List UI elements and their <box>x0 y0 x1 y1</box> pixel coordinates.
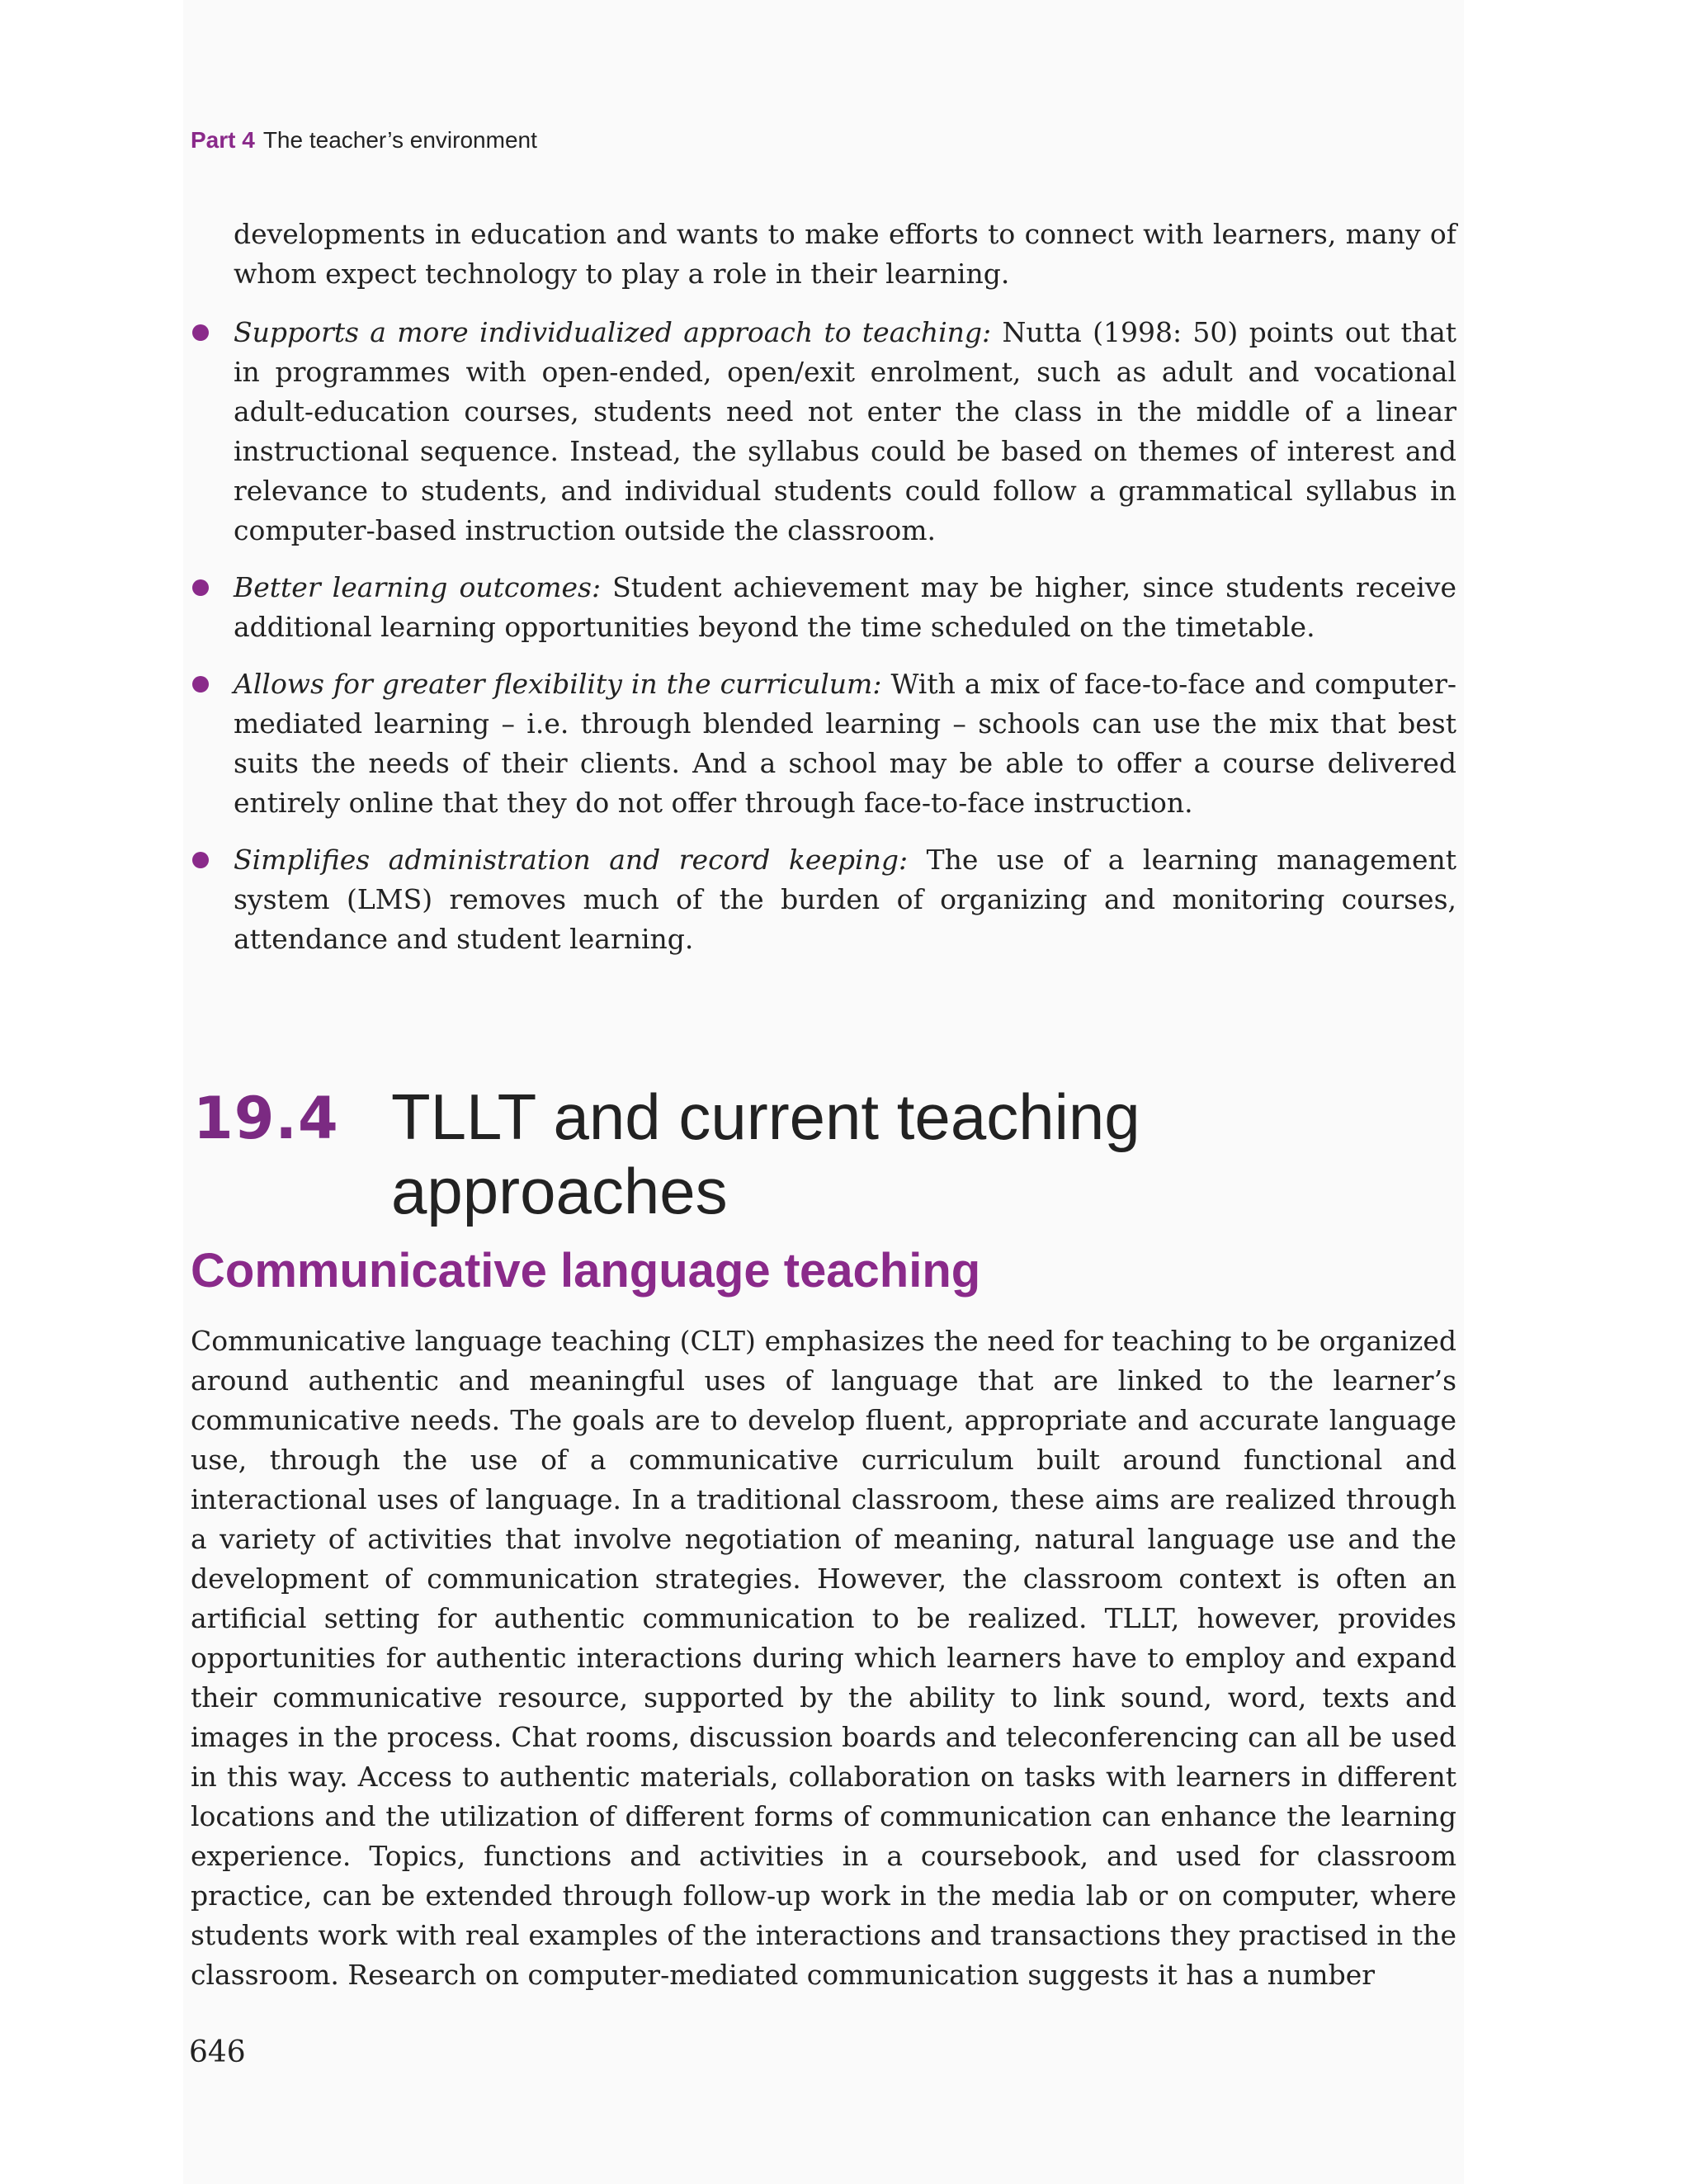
bullet-text: Nutta (1998: 50) points out that in programmes with open-ended, open/exit enrolment, such as adult and vocational adult-education courses, students need not enter the class in the middle of a linear instructional sequence. Instead, the syllabus could be based on themes of interest and relevance to students, and individual students could follow a grammatical syllabus in computer-based instruction outside the classroom. <box>234 316 1457 546</box>
section-title: TLLT and current teaching approaches <box>391 1080 1140 1227</box>
section-number: 19.4 <box>193 1085 339 1152</box>
bullet-icon <box>192 324 209 341</box>
list-item <box>191 568 1456 647</box>
running-head-part: Part 4 <box>191 127 255 153</box>
bullet-lead: Simplifies administration and record keeping: <box>234 844 909 876</box>
bullet-text: With a mix of face-to-face and computer-mediated learning – i.e. through blended learning – schools can use the mix that best suits the needs of their clients. And a school may be able to offer a course delivered entirely online that they do not offer through face-to-face instruction. <box>234 668 1456 819</box>
running-head <box>191 127 537 154</box>
subheading: Communicative language teaching <box>191 1244 981 1298</box>
bullet-icon <box>192 676 209 693</box>
list-item <box>191 840 1456 959</box>
bullet-lead: Supports a more individualized approach to teaching: <box>234 316 992 348</box>
bullet-icon <box>192 852 209 868</box>
list-item <box>191 313 1456 551</box>
benefits-list <box>191 313 1456 976</box>
page-number: 646 <box>189 2035 246 2069</box>
running-head-title: The teacher’s environment <box>262 127 537 153</box>
list-item <box>191 664 1456 823</box>
continuation-paragraph: developments in education and wants to make efforts to connect with learners, many of whom expect technology to play a role in their learning. <box>234 218 1456 290</box>
bullet-lead: Better learning outcomes: <box>234 571 602 603</box>
bullet-lead: Allows for greater flexibility in the curriculum: <box>234 668 882 700</box>
bullet-text: The use of a learning management system (LMS) removes much of the burden of organizing and monitoring courses, attendance and student learning. <box>234 844 1456 955</box>
main-paragraph: Communicative language teaching (CLT) emphasizes the need for teaching to be organized around authentic and meaningful uses of language that are linked to the learner’s communicative needs. The goals are to develop fluent, appropriate and accurate language use, through the use of a communicative curriculum built around functional and interactional uses of language. In a traditional classroom, these aims are realized through a variety of activities that involve negotiation of meaning, natural language use and the development of communication strategies. However, the classroom context is often an artificial setting for authentic communication to be realized. TLLT, however, provides opportunities for authentic interactions during which learners have to employ and expand their communicative resource, supported by the ability to link sound, word, texts and images in the process. Chat rooms, discussion boards and teleconferencing can all be used in this way. Access to authentic materials, collaboration on tasks with learners in different locations and the utilization of different forms of communication can enhance the learning experience. Topics, functions and activities in a coursebook, and used for classroom practice, can be extended through follow-up work in the media lab or on computer, where students work with real examples of the interactions and transactions they practised in the classroom. Research on computer-mediated communication suggests it has a number <box>191 1325 1456 1991</box>
bullet-text: Student achievement may be higher, since students receive additional learning opportunities beyond the time scheduled on the timetable. <box>234 571 1456 643</box>
bullet-icon <box>192 579 209 596</box>
